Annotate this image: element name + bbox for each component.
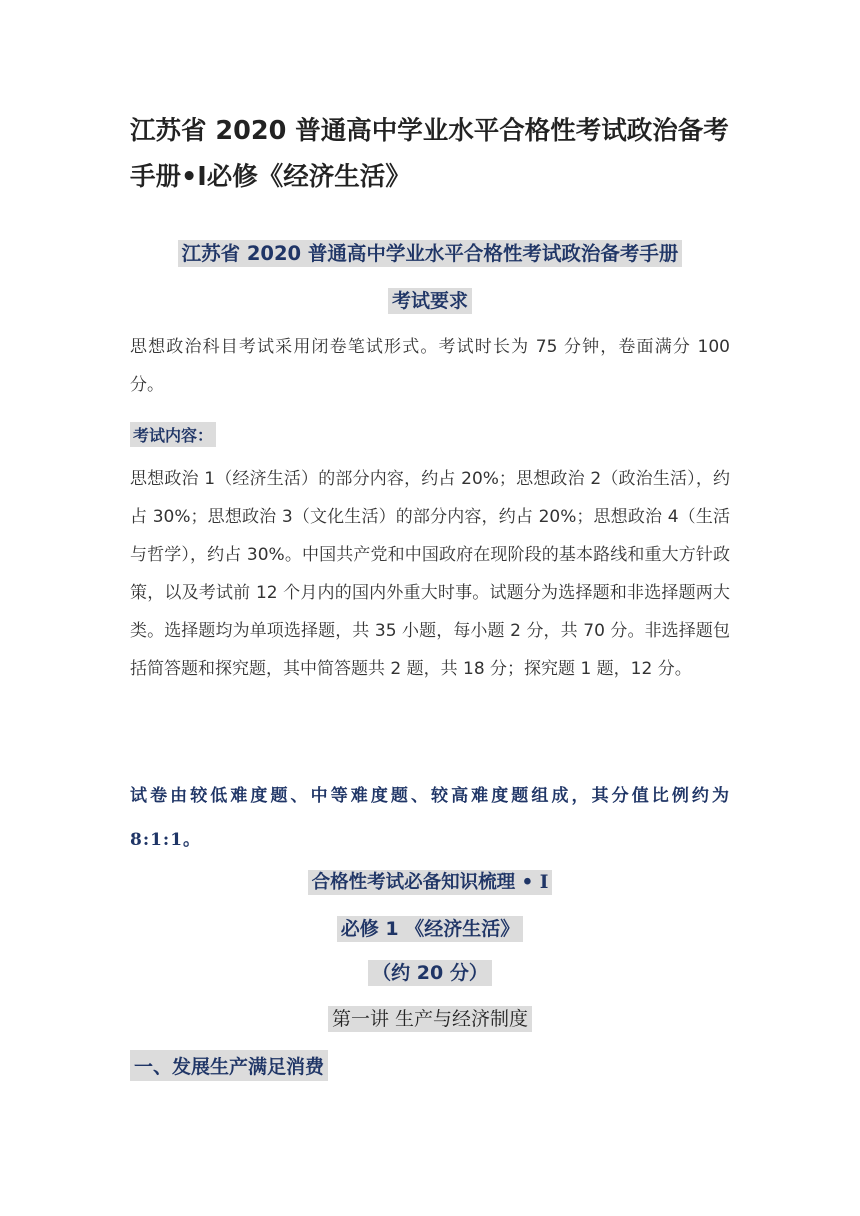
requirements-heading: 考试要求 bbox=[388, 288, 472, 314]
section-title-3-line bbox=[0, 958, 860, 985]
part-heading: 一、发展生产满足消费 bbox=[130, 1050, 328, 1081]
content-paragraph: 思想政治 1（经济生活）的部分内容，约占 20%；思想政治 2（政治生活），约占 30%；思想政治 3（文化生活）的部分内容，约占 20%；思想政治 4（生活与哲学），约占 30%。中国共产党和中国政府在现阶段的基本路线和重大方针政策，以及考试前 12 个月内的国内外重大时事。试题分为选择题和非选择题两大类。选择题均为单项选择题，共 35 小题，每小题 2 分，共 70 分。非选择题包括简答题和探究题，其中简答题共 2 题，共 18 分；探究题 1 题，12 分。 bbox=[130, 469, 730, 679]
lecture-title: 第一讲 生产与经济制度 bbox=[328, 1006, 532, 1032]
requirements-line bbox=[0, 286, 860, 313]
section-title-1: 合格性考试必备知识梳理 • Ⅰ bbox=[308, 870, 553, 895]
section-title-2-line bbox=[0, 914, 860, 941]
document-subtitle: 江苏省 2020 普通高中学业水平合格性考试政治备考手册 bbox=[178, 240, 683, 267]
subtitle-line bbox=[0, 238, 860, 266]
difficulty-note: 试卷由较低难度题、中等难度题、较高难度题组成，其分值比例约为 8:1:1。 bbox=[130, 786, 730, 850]
content-label: 考试内容： bbox=[130, 422, 216, 447]
intro-paragraph: 思想政治科目考试采用闭卷笔试形式。考试时长为 75 分钟，卷面满分 100 分。 bbox=[130, 337, 730, 395]
lecture-title-line bbox=[0, 1004, 860, 1031]
document-title: 江苏省 2020 普通高中学业水平合格性考试政治备考手册•Ⅰ必修《经济生活》 bbox=[130, 116, 729, 192]
section-title-3: （约 20 分） bbox=[368, 960, 492, 986]
section-title-2: 必修 1 《经济生活》 bbox=[337, 916, 523, 942]
section-title-1-line bbox=[0, 868, 860, 894]
